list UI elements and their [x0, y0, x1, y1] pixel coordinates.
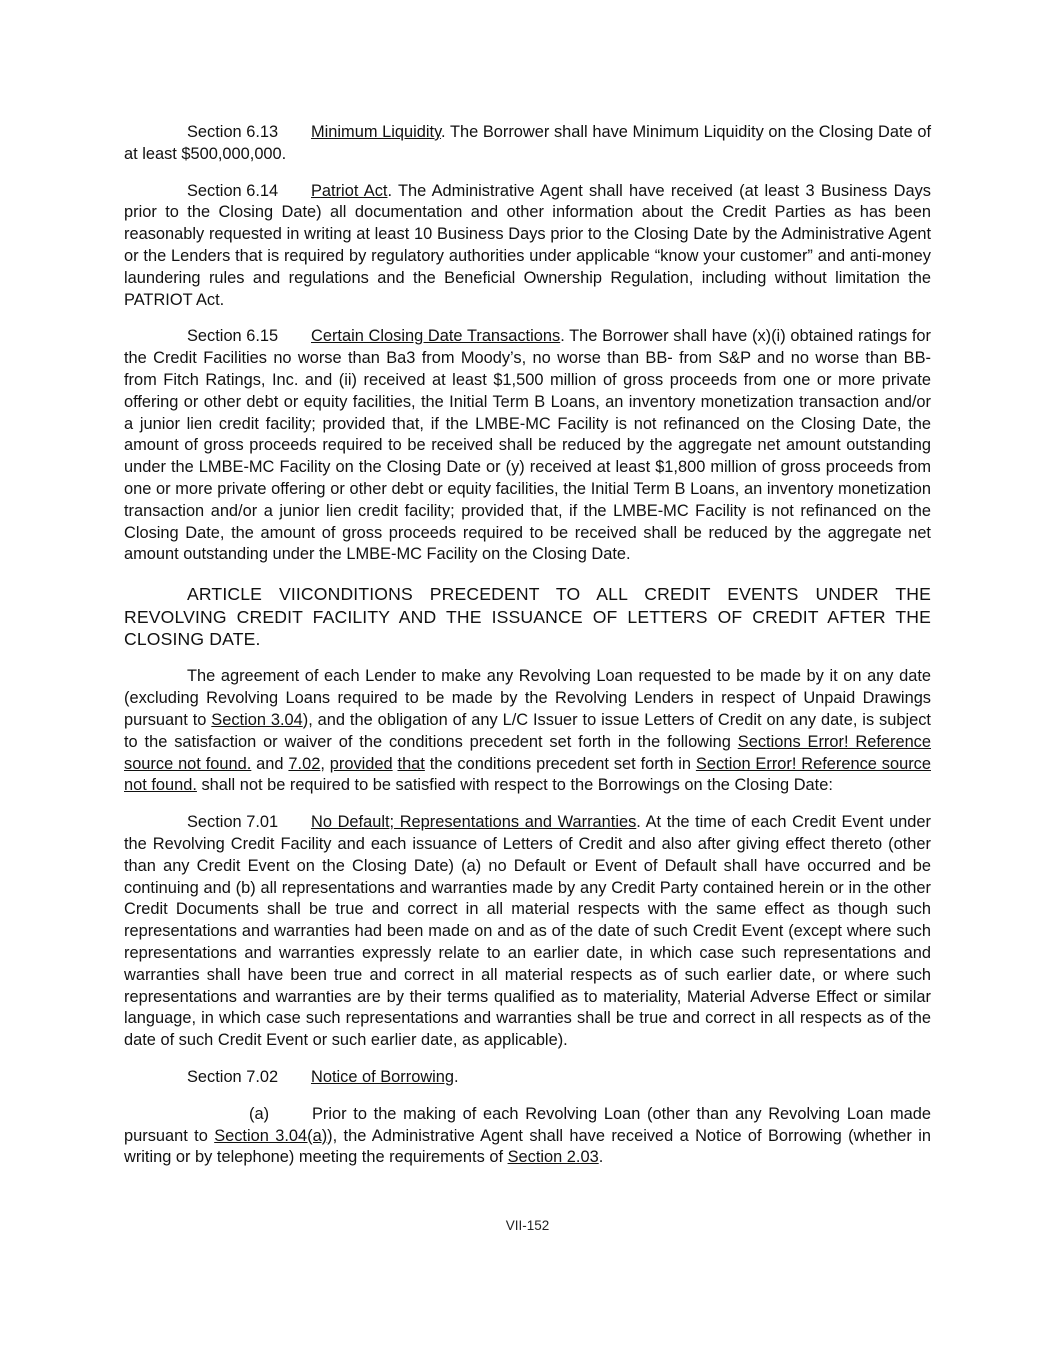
cross-reference-link[interactable]: Section Error! Reference source not found.	[124, 754, 931, 795]
clause-label: (a)	[249, 1104, 270, 1123]
cross-reference-link[interactable]: Section 3.04	[211, 710, 303, 729]
section-title: Notice of Borrowing	[311, 1067, 455, 1086]
section-title: Patriot Act	[311, 181, 388, 200]
defined-term: that	[397, 754, 425, 773]
section-7-02	[124, 1067, 931, 1089]
section-6-15	[124, 326, 931, 566]
section-body: . The Borrower shall have (x)(i) obtained ratings for the Credit Facilities no worse than Ba3 from Moody’s, no worse than BB- from S&P and no worse than BB- from Fitch Ratings, Inc. and (ii) received at least $1,500 million of gross proceeds from one or more private offering or other debt or equity facilities, the Initial Term B Loans, an inventory monetization transaction and/or a junior lien credit facility; provided that, if the LMBE-MC Facility is not refinanced on the Closing Date, the amount of gross proceeds required to be received shall be reduced by the aggregate net amount outstanding under the LMBE-MC Facility on the Closing Date or (y) received at least $1,800 million of gross proceeds from one or more private offering or other debt or equity facilities, the Initial Term B Loans, an inventory monetization transaction and/or a junior lien credit facility; provided that, if the LMBE-MC Facility is not refinanced on the Closing Date, the amount of gross proceeds required to be received shall be reduced by the aggregate net amount outstanding under the LMBE-MC Facility on the Closing Date.	[124, 327, 931, 564]
cross-reference-link[interactable]: Section 2.03	[507, 1148, 599, 1167]
article-heading: ARTICLE VIICONDITIONS PRECEDENT TO ALL CREDIT EVENTS UNDER THE REVOLVING CREDIT FACILITY AND THE ISSUANCE OF LETTERS OF CREDIT AFTER THE CLOSING DATE.	[124, 584, 931, 649]
clause-text: .	[598, 1148, 604, 1167]
section-title: Certain Closing Date Transactions	[311, 327, 561, 346]
clause-text: ), the Administrative Agent shall have received a Notice of Borrowing (whether in writing or by telephone) meeting the requirements of	[124, 1126, 931, 1167]
cross-reference-link[interactable]: Sections Error! Reference source not found.	[124, 732, 931, 773]
section-7-02-a	[124, 1104, 931, 1169]
section-number: Section 7.02	[187, 1067, 279, 1086]
section-number: Section 6.14	[187, 181, 279, 200]
section-title: Minimum Liquidity	[311, 123, 442, 141]
section-number: Section 7.01	[187, 813, 279, 832]
document-page	[124, 122, 931, 1169]
section-body: . At the time of each Credit Event under the Revolving Credit Facility and each issuance of Letters of Credit and also after giving effect thereto (other than any Credit Event on the Closing Date) (a) no Default or Event of Default shall have occurred and be continuing and (b) all representations and warranties made by any Credit Party contained herein or in the other Credit Documents shall be true and correct in all material respects with the same effect as though such representations and warranties had been made on and as of the date of such Credit Event (except where such representations and warranties expressly relate to an earlier date, in which case such representations and warranties shall have been true and correct in all material respects as of such earlier date, or where such representations and warranties are by their terms qualified as to materiality, Material Adverse Effect or similar language, in which case such representations and warranties shall be true and correct in all respects as of the date of such Credit Event or such earlier date, as applicable).	[124, 813, 931, 1050]
section-number: Section 6.13	[187, 123, 279, 141]
section-body: . The Administrative Agent shall have received (at least 3 Business Days prior to the Closing Date) all documentation and other information about the Credit Parties as has been reasonably requested in writing at least 10 Business Days prior to the Closing Date by the Administrative Agent or the Lenders that is required by regulatory authorities under applicable “know your customer” and anti-money laundering rules and regulations and the Beneficial Ownership Regulation, including without limitation the PATRIOT Act.	[124, 181, 931, 309]
section-7-01	[124, 812, 931, 1052]
section-6-13	[124, 122, 931, 166]
intro-text: ,	[320, 754, 330, 773]
section-number: Section 6.15	[187, 327, 279, 346]
cross-reference-link[interactable]: Section 3.04(a)	[214, 1126, 328, 1145]
section-title: No Default; Representations and Warranties	[311, 813, 637, 832]
cross-reference-link[interactable]: 7.02	[288, 754, 321, 773]
section-6-14	[124, 181, 931, 312]
section-body: .	[454, 1067, 459, 1086]
clause-text: Prior to the making of each Revolving Loan (other than any Revolving Loan made pursuant to	[124, 1104, 931, 1145]
intro-text: ), and the obligation of any L/C Issuer to issue Letters of Credit on any date, is subject to the satisfaction or waiver of the conditions precedent set forth in the following	[124, 710, 931, 751]
defined-term: provided	[329, 754, 393, 773]
article-intro	[124, 666, 931, 797]
section-body: . The Borrower shall have Minimum Liquidity on the Closing Date of at least $500,000,000.	[124, 123, 931, 163]
intro-text: shall not be required to be satisfied with respect to the Borrowings on the Closing Date:	[196, 776, 833, 795]
intro-text: the conditions precedent set forth in	[424, 754, 696, 773]
page-number: VII-152	[505, 1218, 550, 1233]
intro-text: and	[251, 754, 289, 773]
intro-text: The agreement of each Lender to make any Revolving Loan requested to be made by it on any date (excluding Revolving Loans required to be made by the Revolving Lenders in respect of Unpaid Drawings pursuant to	[124, 667, 931, 729]
